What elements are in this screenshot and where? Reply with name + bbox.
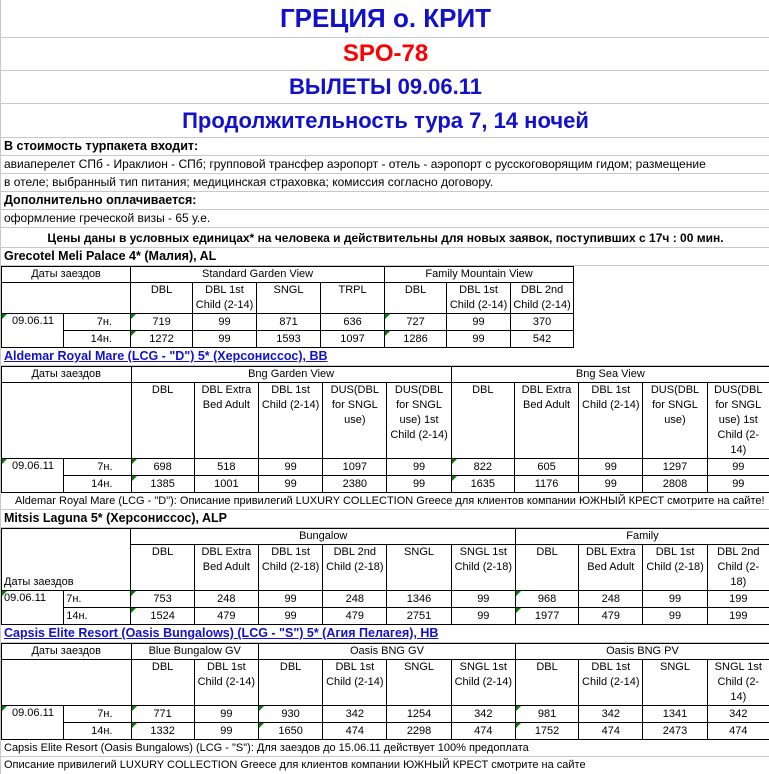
price-cell: 1097 xyxy=(323,459,387,476)
col-header: DBL Extra Bed Adult xyxy=(194,545,258,591)
price-cell: 99 xyxy=(194,723,258,740)
hotel-name: Mitsis Laguna 5* (Херсониссос), ALP xyxy=(1,510,769,528)
price-cell: 605 xyxy=(514,459,578,476)
hotel-link[interactable]: Aldemar Royal Mare (LCG - "D") 5* (Херсониссос), BB xyxy=(1,348,769,366)
col-header: DBL 1st Child (2-14) xyxy=(258,383,322,459)
price-cell: 698 xyxy=(131,459,194,476)
price-cell: 479 xyxy=(579,608,643,625)
col-header: DBL 1st Child (2-14) xyxy=(193,283,257,314)
room-group-header: Family Mountain View xyxy=(385,267,574,283)
price-cell: 981 xyxy=(515,706,578,723)
col-header: DBL xyxy=(258,660,322,706)
price-cell: 199 xyxy=(707,608,769,625)
price-cell: 99 xyxy=(707,459,769,476)
dates-header: Даты заездов xyxy=(2,367,132,383)
arrival-date: 09.06.11 xyxy=(2,459,64,493)
room-group-header: Bungalow xyxy=(131,529,515,545)
arrival-date: 09.06.11 xyxy=(2,706,64,740)
col-header: SNGL 1st Child (2-14) xyxy=(451,660,515,706)
extra-line: оформление греческой визы - 65 у.е. xyxy=(1,210,769,228)
price-cell: 99 xyxy=(194,706,258,723)
price-cell: 1286 xyxy=(385,331,447,348)
room-group-header: Standard Garden View xyxy=(131,267,385,283)
price-cell: 199 xyxy=(707,591,769,608)
price-cell: 968 xyxy=(515,591,578,608)
price-cell: 99 xyxy=(447,331,511,348)
price-cell: 99 xyxy=(258,459,322,476)
col-header: DBL xyxy=(385,283,447,314)
arrival-date: 09.06.11 xyxy=(2,314,64,348)
price-cell: 1524 xyxy=(131,608,194,625)
nights-cell: 7н. xyxy=(64,591,131,608)
col-header: DBL 2nd Child (2-18) xyxy=(707,545,769,591)
price-cell: 99 xyxy=(643,608,707,625)
price-cell: 771 xyxy=(131,706,194,723)
price-cell: 99 xyxy=(387,476,451,493)
price-cell: 99 xyxy=(193,314,257,331)
price-cell: 727 xyxy=(385,314,447,331)
col-header: DUS(DBL for SNGL use) xyxy=(323,383,387,459)
departures-heading: ВЫЛЕТЫ 09.06.11 xyxy=(1,71,769,104)
price-cell: 99 xyxy=(193,331,257,348)
price-cell: 99 xyxy=(258,476,322,493)
price-cell: 1385 xyxy=(131,476,194,493)
room-group-header: Bng Sea View xyxy=(451,367,769,383)
col-header: DBL xyxy=(131,383,194,459)
room-group-header: Family xyxy=(515,529,769,545)
hotel-footnote: Aldemar Royal Mare (LCG - "D"): Описание привилегий LUXURY COLLECTION Greece для клиентов компании ЮЖНЫЙ КРЕСТ смотрите на сайте! xyxy=(1,493,769,510)
price-cell: 822 xyxy=(451,459,514,476)
price-cell: 99 xyxy=(258,591,322,608)
col-header: DBL xyxy=(131,545,194,591)
room-group-header: Oasis BNG PV xyxy=(515,644,769,660)
price-cell: 542 xyxy=(511,331,574,348)
room-group-header: Bng Garden View xyxy=(131,367,451,383)
price-cell: 99 xyxy=(643,591,707,608)
price-cell: 99 xyxy=(447,314,511,331)
price-cell: 1332 xyxy=(131,723,194,740)
price-cell: 1650 xyxy=(258,723,322,740)
col-header: DBL Extra Bed Adult xyxy=(579,545,643,591)
price-cell: 1297 xyxy=(643,459,707,476)
dates-header: Даты заездов xyxy=(2,267,131,283)
price-cell: 342 xyxy=(579,706,643,723)
price-cell: 479 xyxy=(323,608,387,625)
nights-cell: 14н. xyxy=(64,723,131,740)
col-header: DBL 1st Child (2-18) xyxy=(643,545,707,591)
price-cell: 342 xyxy=(707,706,769,723)
nights-cell: 14н. xyxy=(64,331,131,348)
col-header: DBL 1st Child (2-14) xyxy=(579,660,643,706)
col-header: DBL xyxy=(515,545,578,591)
price-cell: 248 xyxy=(194,591,258,608)
price-cell: 479 xyxy=(194,608,258,625)
nights-cell: 7н. xyxy=(64,314,131,331)
price-cell: 342 xyxy=(451,706,515,723)
price-cell: 474 xyxy=(323,723,387,740)
price-table xyxy=(1,266,769,348)
col-header: DBL 1st Child (2-14) xyxy=(579,383,643,459)
price-cell: 99 xyxy=(387,459,451,476)
price-cell: 99 xyxy=(258,608,322,625)
price-cell: 1346 xyxy=(387,591,451,608)
included-line-2: в отеле; выбранный тип питания; медицинская страховка; комиссия согласно договору. xyxy=(1,174,769,192)
price-cell: 636 xyxy=(321,314,385,331)
col-header: SNGL 1st Child (2-14) xyxy=(707,660,769,706)
col-header: TRPL xyxy=(321,283,385,314)
col-header: DUS(DBL for SNGL use) xyxy=(643,383,707,459)
col-header: SNGL xyxy=(257,283,321,314)
col-header: SNGL 1st Child (2-18) xyxy=(451,545,515,591)
price-note: Цены даны в условных единицах* на человека и действительны для новых заявок, поступивших с 17ч : 00 мин. xyxy=(1,228,769,248)
price-cell: 930 xyxy=(258,706,322,723)
col-header: DBL Extra Bed Adult xyxy=(194,383,258,459)
nights-cell: 7н. xyxy=(64,459,131,476)
col-header: DBL 1st Child (2-14) xyxy=(323,660,387,706)
price-cell: 99 xyxy=(579,459,643,476)
price-cell: 2808 xyxy=(643,476,707,493)
price-cell: 1272 xyxy=(131,331,193,348)
room-group-header: Oasis BNG GV xyxy=(258,644,515,660)
price-cell: 753 xyxy=(131,591,194,608)
price-cell: 1635 xyxy=(451,476,514,493)
hotel-name: Grecotel Meli Palace 4* (Малия), AL xyxy=(1,248,769,266)
hotel-footnote: Capsis Elite Resort (Oasis Bungalows) (LCG - "S"): Для заездов до 15.06.11 действует 100% предоплата xyxy=(1,740,769,757)
price-table xyxy=(1,366,769,493)
price-cell: 248 xyxy=(579,591,643,608)
price-cell: 474 xyxy=(579,723,643,740)
price-cell: 2298 xyxy=(387,723,451,740)
price-cell: 248 xyxy=(323,591,387,608)
price-cell: 871 xyxy=(257,314,321,331)
price-cell: 1254 xyxy=(387,706,451,723)
hotel-link[interactable]: Capsis Elite Resort (Oasis Bungalows) (LCG - "S") 5* (Агия Пелагея), HB xyxy=(1,625,769,643)
price-cell: 518 xyxy=(194,459,258,476)
room-group-header: Blue Bungalow GV xyxy=(131,644,258,660)
nights-cell: 7н. xyxy=(64,706,131,723)
price-cell: 1752 xyxy=(515,723,578,740)
col-header: DBL xyxy=(451,383,514,459)
dates-header: Даты заездов xyxy=(2,545,131,591)
price-cell: 2473 xyxy=(643,723,707,740)
included-line-1: авиаперелет СПб - Ираклион - СПб; групповой трансфер аэропорт - отель - аэропорт с русскоговорящим гидом; размещение xyxy=(1,156,769,174)
price-table xyxy=(1,643,769,740)
col-header: DBL xyxy=(131,283,193,314)
nights-cell: 14н. xyxy=(64,476,131,493)
price-cell: 99 xyxy=(451,591,515,608)
col-header: SNGL xyxy=(387,545,451,591)
col-header: DBL 1st Child (2-18) xyxy=(258,545,322,591)
price-cell: 1097 xyxy=(321,331,385,348)
price-cell: 474 xyxy=(707,723,769,740)
price-cell: 2380 xyxy=(323,476,387,493)
hotel-footnote: Описание привилегий LUXURY COLLECTION Greece для клиентов компании ЮЖНЫЙ КРЕСТ смотрите на сайте xyxy=(4,759,586,771)
spo-code: SPO-78 xyxy=(1,38,769,71)
price-cell: 99 xyxy=(579,476,643,493)
col-header: DUS(DBL for SNGL use) 1st Child (2-14) xyxy=(387,383,451,459)
price-cell: 99 xyxy=(451,608,515,625)
price-cell: 99 xyxy=(707,476,769,493)
price-cell: 1977 xyxy=(515,608,578,625)
col-header: DBL 1st Child (2-14) xyxy=(194,660,258,706)
nights-cell: 14н. xyxy=(64,608,131,625)
price-table xyxy=(1,528,769,625)
price-cell: 370 xyxy=(511,314,574,331)
col-header: SNGL xyxy=(643,660,707,706)
price-cell: 1176 xyxy=(514,476,578,493)
col-header: DBL Extra Bed Adult xyxy=(514,383,578,459)
extra-label: Дополнительно оплачивается: xyxy=(1,192,769,210)
arrival-date: 09.06.11 xyxy=(2,591,64,625)
price-cell: 719 xyxy=(131,314,193,331)
col-header: DBL 1st Child (2-14) xyxy=(447,283,511,314)
price-cell: 1593 xyxy=(257,331,321,348)
page-title: ГРЕЦИЯ о. КРИТ xyxy=(1,0,769,38)
included-label: В стоимость турпакета входит: xyxy=(1,138,769,156)
col-header: DBL xyxy=(131,660,194,706)
price-cell: 342 xyxy=(323,706,387,723)
price-cell: 1341 xyxy=(643,706,707,723)
price-cell: 2751 xyxy=(387,608,451,625)
duration-heading: Продолжительность тура 7, 14 ночей xyxy=(1,104,769,138)
col-header: DBL 2nd Child (2-14) xyxy=(511,283,574,314)
col-header: DUS(DBL for SNGL use) 1st Child (2-14) xyxy=(707,383,769,459)
col-header: SNGL xyxy=(387,660,451,706)
col-header: DBL xyxy=(515,660,578,706)
col-header: DBL 2nd Child (2-18) xyxy=(323,545,387,591)
price-cell: 474 xyxy=(451,723,515,740)
dates-header: Даты заездов xyxy=(2,644,132,660)
price-cell: 1001 xyxy=(194,476,258,493)
